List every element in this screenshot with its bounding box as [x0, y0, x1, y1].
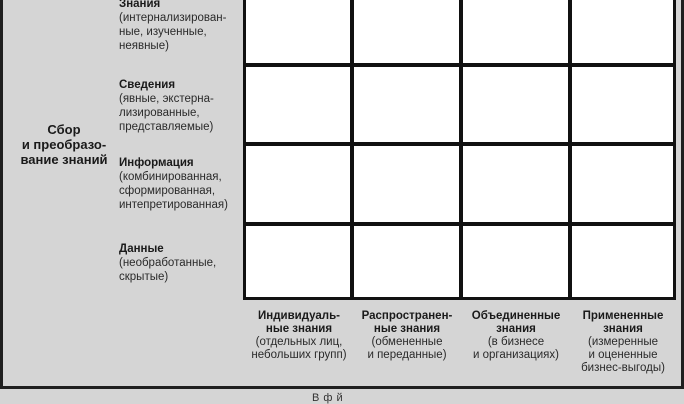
row-label-information-explicit: Сведения (явные, экстерна- лизированные, представляемые) [119, 79, 214, 133]
matrix-cell [354, 226, 459, 297]
y-axis-title: Сбор и преобразо- вание знаний [20, 122, 108, 167]
row-label-knowledge: Знания (интернализирован- ные, изученные, неявные) [119, 0, 227, 52]
matrix-cell [463, 226, 568, 297]
matrix-cell [572, 67, 673, 142]
row-label-data: Данные (необработанные, скрытые) [119, 243, 217, 283]
matrix-cell [354, 146, 459, 222]
column-label-distributed: Распространен- ные знания (обмененные и переданные) [361, 310, 453, 361]
matrix-cell [463, 0, 568, 63]
matrix-cell [354, 0, 459, 63]
matrix-cell [463, 146, 568, 222]
matrix-cell [572, 0, 673, 63]
matrix-cell [572, 146, 673, 222]
matrix-cell [246, 226, 350, 297]
column-label-applied: Примененные знания (измеренные и оцененные бизнес-выгоды) [581, 310, 665, 374]
column-label-combined: Объединенные знания (в бизнесе и организациях) [471, 310, 561, 361]
knowledge-matrix-grid [243, 0, 676, 300]
matrix-cell [354, 67, 459, 142]
matrix-cell [246, 146, 350, 222]
matrix-cell [246, 67, 350, 142]
bottom-caption: В ф й [312, 392, 344, 404]
matrix-cell [572, 226, 673, 297]
row-label-information: Информация (комбинированная, сформированная, интепретированная) [119, 157, 228, 211]
matrix-cell [246, 0, 350, 63]
column-label-individual: Индивидуаль- ные знания (отдельных лиц, небольших групп) [251, 310, 347, 361]
matrix-cell [463, 67, 568, 142]
